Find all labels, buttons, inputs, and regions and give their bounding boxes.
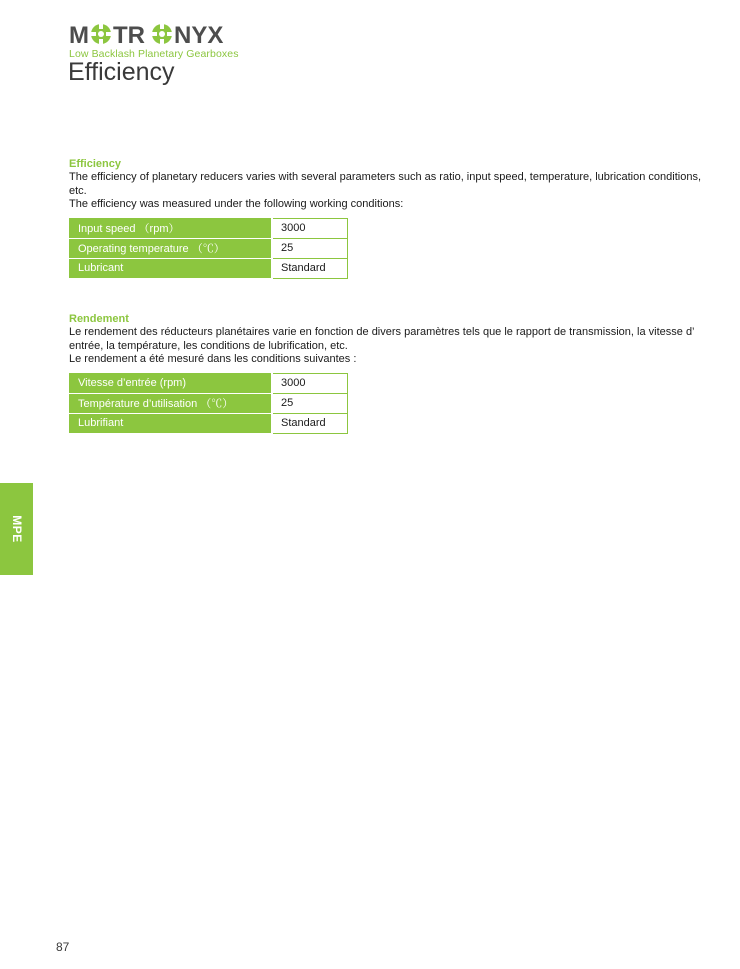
page-title: Efficiency xyxy=(68,58,175,86)
condition-value: 25 xyxy=(272,238,348,258)
table-row xyxy=(69,373,348,393)
conditions-table xyxy=(69,218,348,279)
condition-label: Température d’utilisation （℃） xyxy=(69,393,272,413)
svg-text:NYX: NYX xyxy=(174,22,224,48)
condition-label: Lubricant xyxy=(69,258,272,278)
condition-value: 3000 xyxy=(272,373,348,393)
brand-tagline: Low Backlash Planetary Gearboxes xyxy=(69,48,239,60)
section-paragraph: Le rendement des réducteurs planétaires varie en fonction de divers paramètres tels que le rapport de transmission, la vitesse d’ entrée, la température, les conditions de lubrification, etc. xyxy=(69,326,695,352)
condition-label: Input speed （rpm） xyxy=(69,218,272,238)
condition-label: Vitesse d’entrée (rpm) xyxy=(69,373,272,393)
page-number: 87 xyxy=(56,940,70,954)
side-tab-label: MPE xyxy=(9,515,24,543)
condition-value: Standard xyxy=(272,258,348,278)
condition-value: 25 xyxy=(272,393,348,413)
section-paragraph: Le rendement a été mesuré dans les conditions suivantes : xyxy=(69,353,357,365)
svg-text:TR: TR xyxy=(113,22,145,48)
section-heading: Rendement xyxy=(69,313,129,325)
section-paragraph: The efficiency of planetary reducers varies with several parameters such as ratio, input speed, temperature, lubrication conditions, etc. xyxy=(69,171,702,197)
conditions-table xyxy=(69,373,348,434)
condition-value: Standard xyxy=(272,413,348,433)
table-row xyxy=(69,218,348,238)
svg-text:M: M xyxy=(69,22,90,48)
section-heading: Efficiency xyxy=(69,158,121,170)
efficiency-section-fr xyxy=(69,312,719,434)
table-row xyxy=(69,258,348,278)
table-row xyxy=(69,413,348,433)
condition-label: Operating temperature （℃） xyxy=(69,238,272,258)
table-row xyxy=(69,238,348,258)
table-row xyxy=(69,393,348,413)
side-tab-mpe xyxy=(0,483,33,575)
condition-value: 3000 xyxy=(272,218,348,238)
condition-label: Lubrifiant xyxy=(69,413,272,433)
efficiency-section-en xyxy=(69,157,719,279)
section-paragraph: The efficiency was measured under the following working conditions: xyxy=(69,198,404,210)
